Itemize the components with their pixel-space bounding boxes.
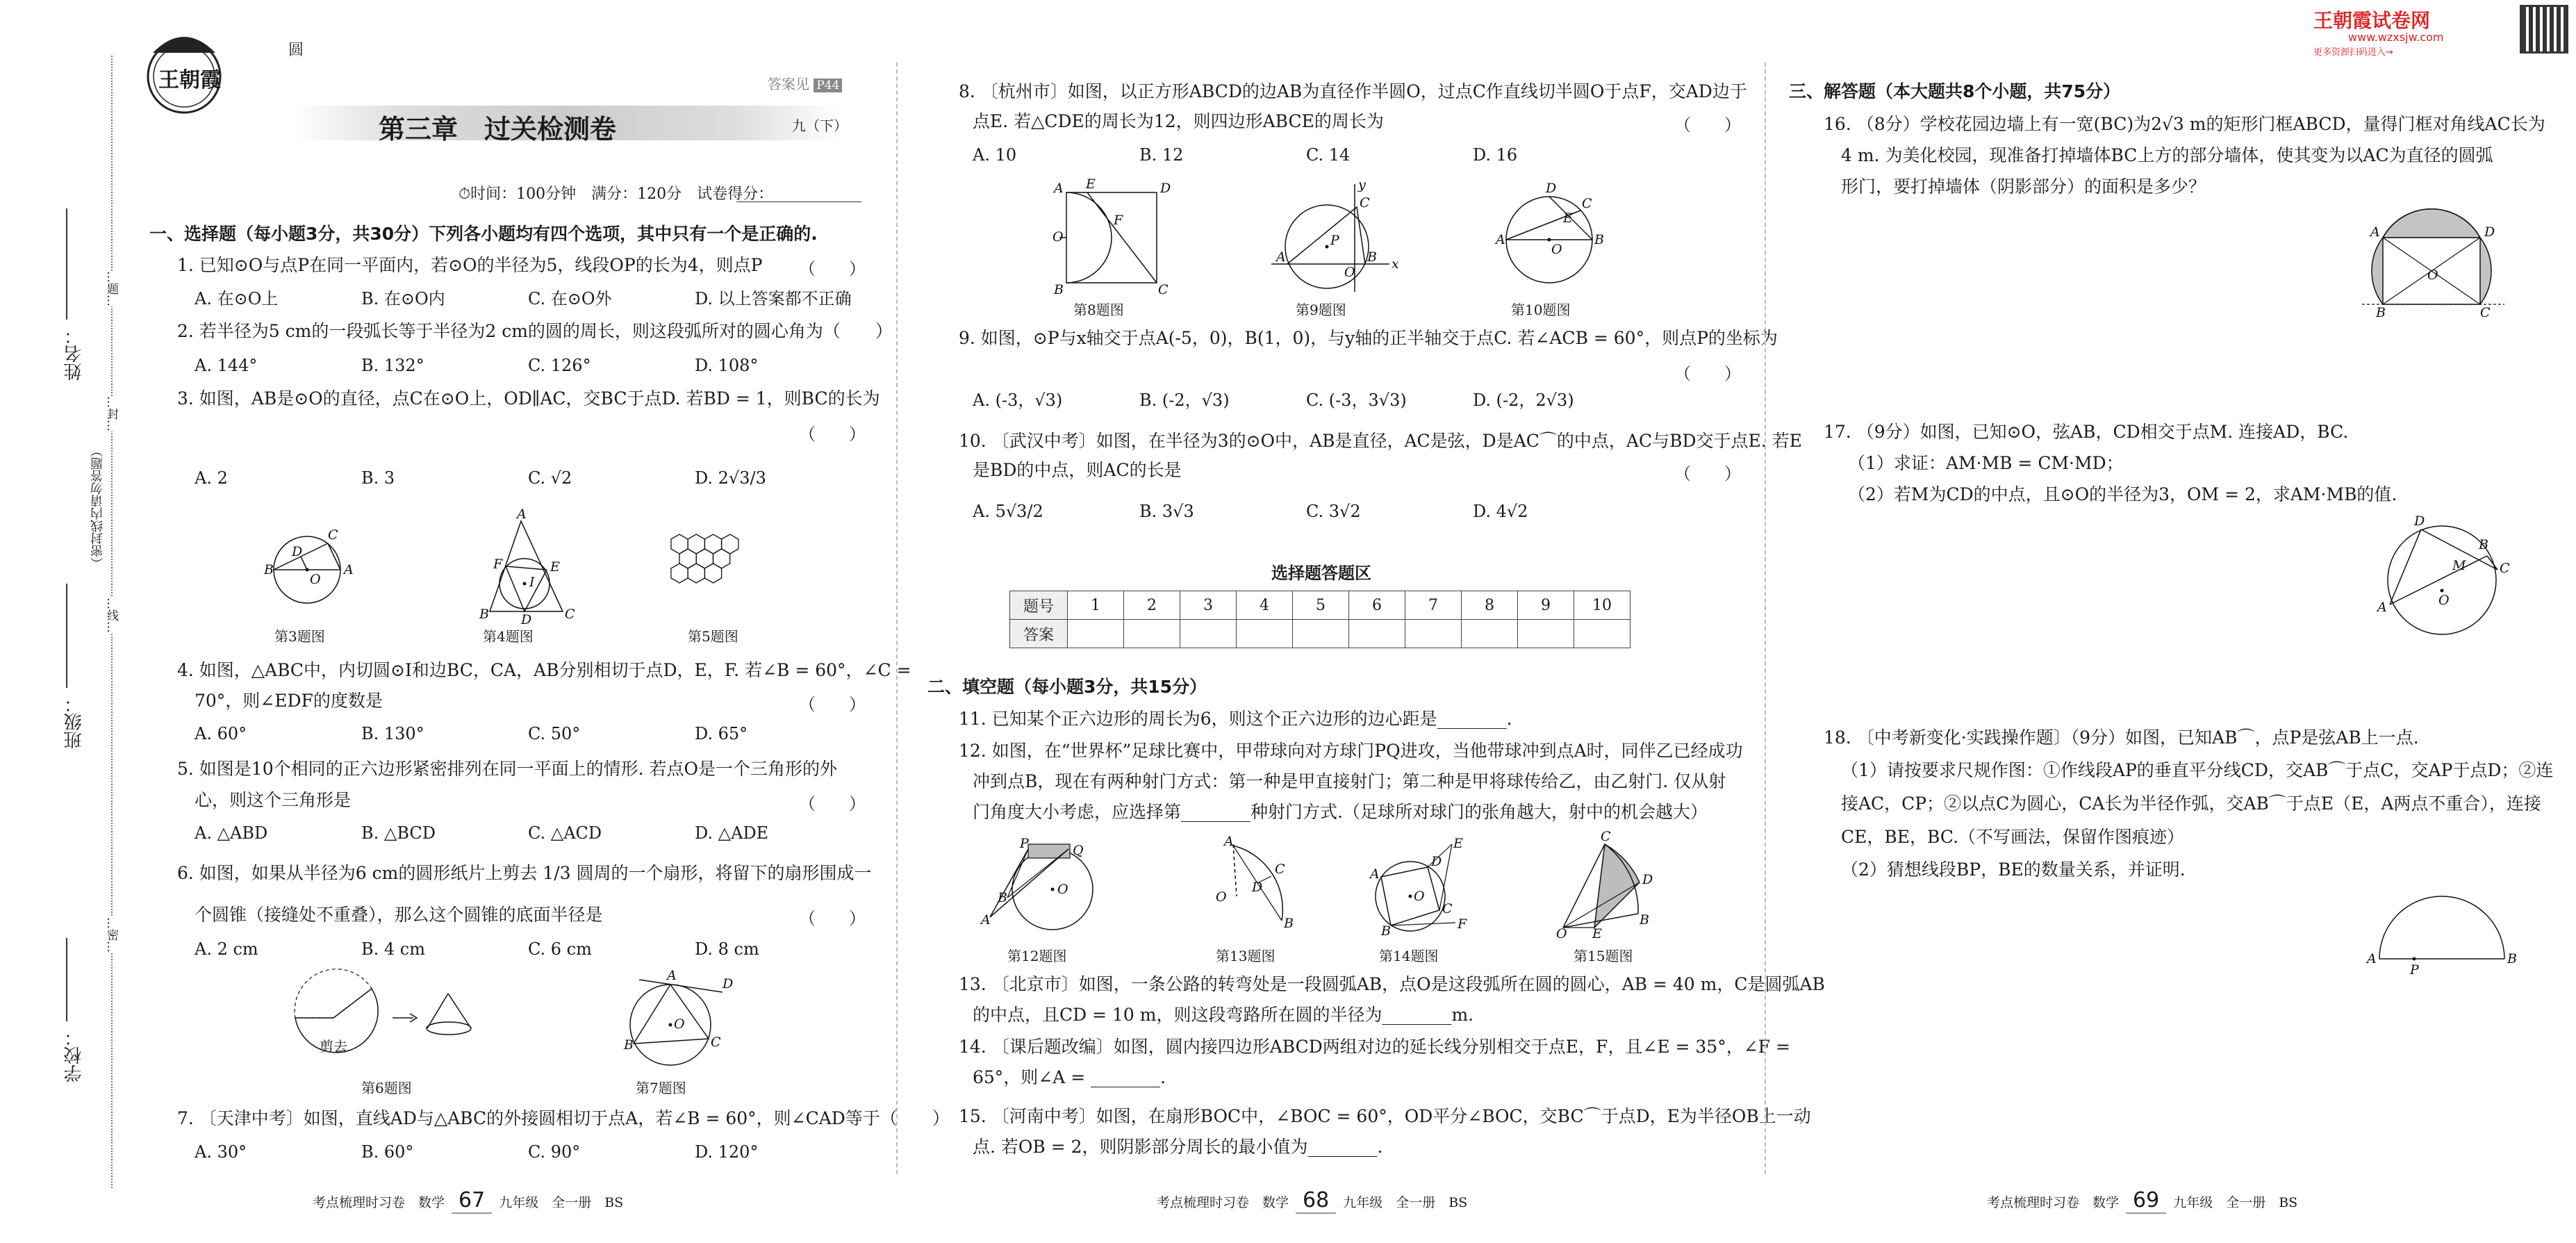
seal-mark: …密… <box>103 917 120 953</box>
option[interactable]: D. 以上答案都不正确 <box>695 289 852 308</box>
q18-line-4: CE，BE，BC.（不写画法，保留作图痕迹） <box>1841 827 2185 847</box>
question-number: 10 <box>1574 591 1630 620</box>
q6-stem-1: 6. 如图，如果从半径为6 cm的圆形纸片上剪去 1/3 圆周的一个扇形，将留下的扇形围成一 <box>177 863 872 883</box>
option[interactable]: A. 30° <box>195 1142 247 1162</box>
option[interactable]: A. 60° <box>195 724 247 743</box>
svg-text:P: P <box>1020 836 1029 851</box>
q5-stem-1: 5. 如图是10个相同的正六边形紧密排列在同一平面上的情形. 若点O是一个三角形的外 <box>177 759 838 779</box>
option[interactable]: B. 3√3 <box>1139 502 1194 521</box>
figure-3-caption: 第3题图 <box>274 628 325 645</box>
q4-stem-2: 70°，则∠EDF的度数是 <box>195 691 383 711</box>
question-number: 7 <box>1405 591 1462 620</box>
svg-text:O: O <box>1551 242 1562 257</box>
q12-line-1: 12. 如图，在“世界杯”足球比赛中，甲带球向对方球门PQ进攻，当他带球冲到点A时，同伴乙已经成功 <box>959 741 1743 761</box>
answer-cell[interactable] <box>1180 620 1237 648</box>
figure-3 <box>250 528 368 611</box>
svg-text:B: B <box>479 607 489 622</box>
q18-line-2: （1）请按要求尺规作图：①作线段AP的垂直平分线CD，交AB⌒于点C，交AP于点D；②连 <box>1841 760 2554 780</box>
svg-text:A: A <box>1054 181 1064 196</box>
svg-text:C: C <box>565 607 575 622</box>
q18-line-1: 18. 〔中考新变化·实践操作题〕（9分）如图，已知AB⌒，点P是弦AB上一点. <box>1824 727 2419 748</box>
q6-stem-2: 个圆锥（接缝处不重叠），那么这个圆锥的底面半径是 <box>195 905 603 925</box>
svg-text:A: A <box>667 968 677 983</box>
figure-10 <box>1483 181 1622 292</box>
option[interactable]: D. 120° <box>695 1142 759 1162</box>
q16-line-1: 16. （8分）学校花园边墙上有一宽(BC)为2√3 m的矩形门框ABCD，量得门框对角线AC长为 <box>1824 114 2545 134</box>
page-divider <box>1765 63 1767 1174</box>
option[interactable]: C. 90° <box>528 1142 581 1162</box>
svg-text:D: D <box>1642 872 1653 887</box>
brand-logo-text: 王朝霞 <box>158 68 221 92</box>
q8-stem-1: 8. 〔杭州市〕如图，以正方形ABCD的边AB为直径作半圆O，过点C作直线切半圆O于点F，交AD边于 <box>959 81 1747 101</box>
svg-text:M: M <box>2452 558 2466 573</box>
q15-line-2: 点. 若OB = 2，则阴影部分周长的最小值为________. <box>973 1137 1383 1157</box>
figure-5 <box>667 532 771 615</box>
option[interactable]: C. (-3，3√3) <box>1306 390 1407 410</box>
option[interactable]: D. 16 <box>1473 145 1518 165</box>
qr-code-icon[interactable] <box>2522 7 2566 51</box>
svg-text:I: I <box>529 575 535 590</box>
figure-12 <box>980 834 1118 938</box>
section-1-heading: 一、选择题（每小题3分，共30分）下列各小题均有四个选项，其中只有一个是正确的. <box>149 224 818 244</box>
answer-cell[interactable] <box>1518 620 1574 648</box>
answer-table-title: 选择题答题区 <box>1271 563 1371 583</box>
q1-stem: 1. 已知⊙O与点P在同一平面内，若⊙O的半径为5，线段OP的长为4，则点P <box>177 255 763 275</box>
figure-10-caption: 第10题图 <box>1511 302 1571 318</box>
q8-answer-paren: （ ） <box>1674 115 1741 135</box>
hexagon-cell <box>704 563 721 583</box>
q9-answer-paren: （ ） <box>1674 364 1741 384</box>
figure-6-cut-label: 剪去 <box>320 1038 347 1055</box>
name-label: 姓名： <box>64 327 85 381</box>
figure-16 <box>2355 201 2515 320</box>
seal-mark: …封… <box>103 396 120 431</box>
answer-cell[interactable] <box>1293 620 1349 648</box>
svg-text:F: F <box>1458 916 1467 932</box>
svg-text:O: O <box>1052 229 1064 245</box>
section-3-heading: 三、解答题（本大题共8个小题，共75分） <box>1789 81 2121 101</box>
figure-8-caption: 第8题图 <box>1073 302 1124 318</box>
figure-8 <box>1052 176 1171 297</box>
answer-cell[interactable] <box>1124 620 1180 648</box>
figure-9-caption: 第9题图 <box>1296 302 1346 318</box>
svg-text:A: A <box>2370 224 2380 240</box>
option[interactable]: C. 3√2 <box>1306 502 1361 521</box>
svg-text:O: O <box>2427 267 2438 283</box>
q5-stem-2: 心，则这个三角形是 <box>195 790 352 810</box>
q13-line-2: 的中点，且CD = 10 m，则这段弯路所在圆的半径为________m. <box>973 1005 1474 1025</box>
figure-7 <box>611 968 736 1070</box>
svg-text:P: P <box>2410 962 2419 978</box>
figure-4 <box>472 507 591 627</box>
svg-text:Q: Q <box>1073 843 1084 858</box>
seal-mark: …线… <box>103 598 120 633</box>
option[interactable]: D. △ADE <box>695 823 769 843</box>
page-number: 67 <box>452 1188 492 1214</box>
figure-15 <box>1556 829 1660 941</box>
seal-note: （密封线内请勿答题） <box>90 445 105 570</box>
q14-line-2: 65°，则∠A = ________. <box>973 1067 1166 1087</box>
svg-text:A: A <box>517 507 527 522</box>
svg-text:O: O <box>310 572 321 587</box>
page-number: 68 <box>1296 1188 1336 1214</box>
watermark-url: www.wzxsjw.com <box>2348 31 2444 44</box>
q16-line-3: 形门，要打掉墙体（阴影部分）的面积是多少？ <box>1841 176 2206 197</box>
q9-stem: 9. 如图，⊙P与x轴交于点A(-5，0)，B(1，0)，与y轴的正半轴交于点C. 若∠ACB = 60°，则点P的坐标为 <box>959 328 1778 348</box>
svg-text:E: E <box>1453 836 1463 851</box>
svg-text:A: A <box>1224 834 1234 849</box>
option[interactable]: B. △BCD <box>361 823 436 843</box>
q11-stem: 11. 已知某个正六边形的周长为6，则这个正六边形的边心距是________. <box>959 709 1512 729</box>
svg-text:E: E <box>1086 176 1096 192</box>
option[interactable]: D. 2√3/3 <box>695 468 766 488</box>
footer-page-67: 考点梳理时习卷 数学 67 九年级 全一册 BS <box>313 1188 624 1212</box>
footer-page-68: 考点梳理时习卷 数学 68 九年级 全一册 BS <box>1157 1188 1468 1212</box>
option[interactable]: B. 4 cm <box>361 939 425 959</box>
svg-text:O: O <box>1344 265 1355 280</box>
svg-text:C: C <box>328 527 338 543</box>
q4-answer-paren: （ ） <box>799 695 866 714</box>
svg-text:O: O <box>1556 926 1567 941</box>
svg-text:C: C <box>711 1035 721 1050</box>
answer-cell[interactable] <box>1237 620 1293 648</box>
svg-text:A: A <box>1370 866 1380 882</box>
answer-cell[interactable] <box>1349 620 1405 648</box>
page-divider <box>896 63 898 1174</box>
q18-line-3: 接AC，CP；②以点C为圆心，CA长为半径作弧，交AB⌒于点E（E，A两点不重合），连接 <box>1841 793 2541 814</box>
chapter-title: 第三章 过关检测卷 <box>379 114 617 145</box>
brand-logo <box>139 28 229 118</box>
svg-text:B: B <box>2507 951 2517 966</box>
figure-18 <box>2359 882 2525 980</box>
svg-text:C: C <box>1275 862 1285 877</box>
q5-answer-paren: （ ） <box>799 794 866 814</box>
figure-13 <box>1202 834 1313 935</box>
svg-text:A: A <box>1496 232 1505 247</box>
svg-text:C: C <box>1442 901 1453 916</box>
figure-7-caption: 第7题图 <box>636 1080 686 1096</box>
svg-text:F: F <box>493 557 503 572</box>
answer-table <box>1009 591 1630 648</box>
svg-text:C: C <box>1601 829 1611 844</box>
svg-text:A: A <box>981 912 991 928</box>
q7-stem: 7. 〔天津中考〕如图，直线AD与△ABC的外接圆相切于点A，若∠B = 60°，则∠CAD等于（ ） <box>177 1108 950 1128</box>
answer-cell[interactable] <box>1068 620 1124 648</box>
watermark <box>2313 6 2570 58</box>
time-line: ⏱时间：100分钟 满分：120分 试卷得分： <box>459 186 774 203</box>
svg-text:E: E <box>550 559 560 575</box>
figure-4-caption: 第4题图 <box>483 628 534 645</box>
figure-5-caption: 第5题图 <box>688 628 738 645</box>
q8-stem-2: 点E. 若△CDE的周长为12，则四边形ABCE的周长为 <box>973 111 1384 131</box>
svg-text:D: D <box>723 976 734 991</box>
option[interactable]: B. 60° <box>361 1142 414 1162</box>
question-number: 5 <box>1293 591 1349 620</box>
question-number: 3 <box>1180 591 1237 620</box>
seal-mark: …题… <box>103 271 120 306</box>
answer-table-header: 题号 <box>1010 591 1068 620</box>
option[interactable]: C. △ACD <box>528 823 602 843</box>
option[interactable]: A. 10 <box>973 145 1017 165</box>
svg-text:B: B <box>1381 923 1391 939</box>
svg-text:C: C <box>2480 305 2491 320</box>
q1-answer-paren: （ ） <box>799 259 866 279</box>
q10-answer-paren: （ ） <box>1674 464 1741 484</box>
option[interactable]: B. 132° <box>361 356 424 375</box>
svg-text:B: B <box>2376 305 2386 320</box>
option[interactable]: C. 在⊙O外 <box>528 289 612 308</box>
topic-label: 圆 <box>288 42 304 59</box>
question-number: 4 <box>1237 591 1293 620</box>
school-label: 学校： <box>64 1028 85 1083</box>
figure-15-caption: 第15题图 <box>1574 948 1633 964</box>
svg-text:D: D <box>2484 224 2495 240</box>
svg-text:C: C <box>1582 196 1592 211</box>
option[interactable]: D. 8 cm <box>695 939 759 959</box>
svg-text:D: D <box>1252 880 1263 895</box>
option[interactable]: B. 3 <box>361 468 395 488</box>
svg-text:D: D <box>1160 181 1171 196</box>
svg-text:O: O <box>1057 882 1068 897</box>
answer-cell[interactable] <box>1405 620 1462 648</box>
svg-text:B: B <box>1054 282 1064 297</box>
q6-answer-paren: （ ） <box>799 909 866 928</box>
watermark-slogan: 更多资源扫码进入→ <box>2313 47 2393 58</box>
option[interactable]: D. 65° <box>695 724 748 743</box>
svg-text:O: O <box>1414 889 1425 904</box>
question-number: 2 <box>1124 591 1180 620</box>
answer-cell[interactable] <box>1574 620 1630 648</box>
q16-line-2: 4 m. 为美化校园，现准备打掉墙体BC上方的部分墙体，使其变为以AC为直径的圆弧 <box>1841 145 2493 165</box>
svg-text:D: D <box>2414 513 2425 529</box>
option[interactable]: A. 5√3/2 <box>973 502 1043 521</box>
option[interactable]: C. 14 <box>1306 145 1351 165</box>
grade-tag: 九（下） <box>792 117 848 134</box>
answer-table-header: 答案 <box>1010 620 1068 648</box>
class-label: 班级： <box>64 695 85 749</box>
option[interactable]: A. △ABD <box>195 823 268 843</box>
q17-line-1: 17. （9分）如图，已知⊙O，弦AB，CD相交于点M. 连接AD，BC. <box>1824 422 2349 442</box>
q12-line-3: 门角度大小考虑，应选择第________种射门方式.（足球所对球门的张角越大，射中的机会越大） <box>973 802 1708 822</box>
answer-cell[interactable] <box>1462 620 1518 648</box>
answer-ref: 答案见 P44 <box>768 73 842 93</box>
svg-text:E: E <box>1592 926 1602 941</box>
page-number: 69 <box>2126 1188 2166 1214</box>
answer-page-badge: P44 <box>814 79 842 92</box>
svg-text:D: D <box>1546 181 1557 196</box>
svg-text:B: B <box>1594 232 1604 247</box>
question-number: 1 <box>1068 591 1124 620</box>
option[interactable]: A. 144° <box>195 356 258 375</box>
svg-text:B: B <box>1367 249 1377 265</box>
svg-text:O: O <box>1216 889 1227 905</box>
svg-text:C: C <box>1360 195 1370 211</box>
option[interactable]: C. √2 <box>528 468 572 488</box>
hexagon-cell <box>688 563 704 583</box>
svg-text:B: B <box>1284 916 1294 931</box>
svg-text:O: O <box>674 1016 685 1032</box>
q10-stem-1: 10. 〔武汉中考〕如图，在半径为3的⊙O中，AB是直径，AC是弦，D是AC⌒的中点，AC与BD交于点E. 若E <box>959 431 1802 451</box>
option[interactable]: D. 108° <box>695 356 759 375</box>
svg-text:A: A <box>1276 249 1286 265</box>
svg-text:y: y <box>1358 177 1366 192</box>
q3-stem: 3. 如图，AB是⊙O的直径，点C在⊙O上，OD∥AC，交BC于点D. 若BD = 1，则BC的长为 <box>177 388 880 409</box>
figure-9 <box>1268 177 1400 295</box>
option[interactable]: D. 4√2 <box>1473 502 1528 521</box>
option[interactable]: B. (-2，√3) <box>1139 390 1230 410</box>
binding-margin <box>0 0 118 1243</box>
question-number: 9 <box>1518 591 1574 620</box>
q17-line-2: （1）求证：AM·MB = CM·MD； <box>1848 453 2124 473</box>
option[interactable]: D. (-2，2√3) <box>1473 390 1574 410</box>
footer-page-69: 考点梳理时习卷 数学 69 九年级 全一册 BS <box>1987 1188 2298 1212</box>
figure-17 <box>2355 514 2522 632</box>
svg-text:B: B <box>624 1037 634 1053</box>
section-2-heading: 二、填空题（每小题3分，共15分） <box>927 677 1207 697</box>
q12-line-2: 冲到点B，现在有两种射门方式：第一种是甲直接射门；第二种是甲将球传给乙，由乙射门. 仅从射 <box>973 771 1726 791</box>
option[interactable]: C. 126° <box>528 356 591 375</box>
svg-text:E: E <box>1563 211 1573 226</box>
q10-stem-2: 是BD的中点，则AC的长是 <box>973 460 1182 480</box>
svg-text:A: A <box>2367 951 2377 966</box>
svg-text:B: B <box>264 562 274 577</box>
svg-text:A: A <box>344 562 354 577</box>
hexagon-cell <box>671 563 688 583</box>
option[interactable]: A. 在⊙O上 <box>195 289 279 308</box>
figure-13-caption: 第13题图 <box>1216 948 1275 964</box>
option[interactable]: A. 2 <box>195 468 228 488</box>
q17-line-3: （2）若M为CD的中点，且⊙O的半径为3，OM = 2，求AM·MB的值. <box>1848 484 2397 504</box>
option[interactable]: C. 50° <box>528 724 581 743</box>
q13-line-1: 13. 〔北京市〕如图，一条公路的转弯处是一段圆弧AB，点O是这段弧所在圆的圆心，AB = 40 m，C是圆弧AB <box>959 974 1825 994</box>
svg-text:C: C <box>1158 282 1169 297</box>
figure-12-caption: 第12题图 <box>1007 948 1067 964</box>
svg-text:D: D <box>1431 854 1442 869</box>
q18-line-5: （2）猜想线段BP，BE的数量关系，并证明. <box>1841 859 2186 880</box>
q4-stem-1: 4. 如图，△ABC中，内切圆⊙I和边BC，CA，AB分别相切于点D，E，F. 若∠B = 60°，∠C = <box>177 660 911 680</box>
watermark-site: 王朝霞试卷网 <box>2313 9 2431 32</box>
question-number: 8 <box>1462 591 1518 620</box>
svg-text:x: x <box>1392 256 1399 272</box>
svg-text:B: B <box>998 890 1007 905</box>
option[interactable]: C. 6 cm <box>528 939 592 959</box>
option[interactable]: B. 在⊙O内 <box>361 289 445 308</box>
svg-text:O: O <box>2438 593 2450 608</box>
svg-text:D: D <box>521 612 532 627</box>
q14-line-1: 14. 〔课后题改编〕如图，圆内接四边形ABCD两组对边的延长线分别相交于点E，F，且∠E = 35°，∠F = <box>959 1037 1790 1057</box>
option[interactable]: A. 2 cm <box>195 939 258 959</box>
svg-text:C: C <box>2500 561 2510 576</box>
svg-text:P: P <box>1330 233 1339 248</box>
q3-answer-paren: （ ） <box>799 425 866 444</box>
svg-text:B: B <box>2479 537 2488 552</box>
option[interactable]: B. 12 <box>1139 145 1184 165</box>
figure-14 <box>1362 836 1480 939</box>
q15-line-1: 15. 〔河南中考〕如图，在扇形BOC中，∠BOC = 60°，OD平分∠BOC，交BC⌒于点D，E为半径OB上一动 <box>959 1106 1811 1126</box>
figure-6-caption: 第6题图 <box>361 1080 412 1096</box>
svg-text:A: A <box>2377 600 2387 615</box>
option[interactable]: A. (-3，√3) <box>973 390 1063 410</box>
option[interactable]: B. 130° <box>361 724 424 743</box>
question-number: 6 <box>1349 591 1405 620</box>
svg-text:B: B <box>1640 912 1649 928</box>
svg-text:D: D <box>292 544 303 559</box>
svg-text:F: F <box>1114 213 1123 228</box>
q2-stem: 2. 若半径为5 cm的一段弧长等于半径为2 cm的圆的周长，则这段弧所对的圆心角为（ ） <box>177 321 893 341</box>
figure-14-caption: 第14题图 <box>1379 948 1439 964</box>
